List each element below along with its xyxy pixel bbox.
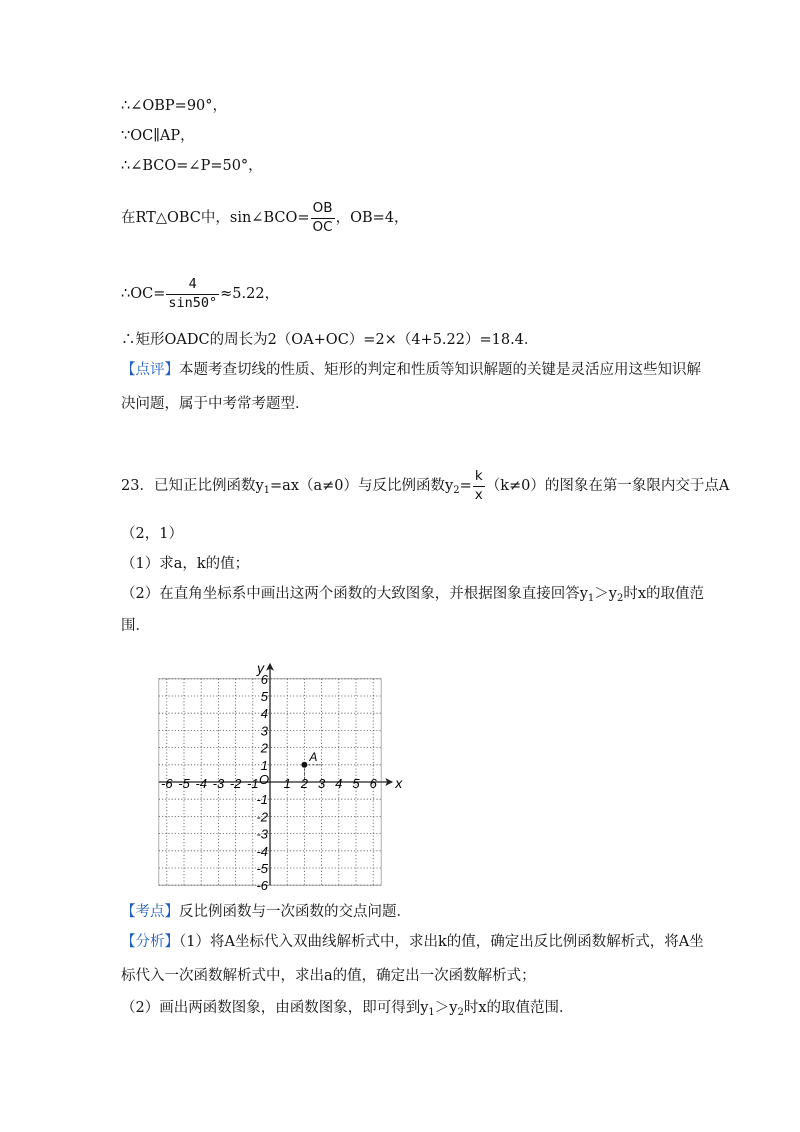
x-tick-label: -4 [195, 776, 207, 791]
x-tick-label: -2 [229, 776, 242, 791]
solution-line-2: ∵OC∥AP， [121, 128, 195, 144]
x-tick-label: -6 [161, 776, 173, 791]
coordinate-grid [118, 646, 403, 894]
fraction-denominator-x: x [474, 486, 483, 503]
fraction-numerator-k: k [473, 470, 485, 487]
comment-line-2: 决问题，属于中考常考题型． [121, 396, 310, 412]
q23-sub-2: 2 [453, 485, 460, 496]
y-tick-label: -4 [256, 843, 268, 859]
part2-text-c: 时x的取值范 [623, 586, 705, 602]
ratio-denominator: OC [312, 218, 333, 235]
fenxi-tag: 【分析】 [121, 934, 179, 950]
q23-text-4: （k≠0）的图象在第一象限内交于点A [485, 478, 730, 494]
y-tick-label: -6 [256, 878, 268, 894]
k-over-x-fraction [473, 470, 485, 502]
fenxi-line-2: 标代入一次函数解析式中，求出a的值，确定出一次函数解析式； [121, 968, 536, 984]
solution-line-3: ∴∠BCO=∠P=50°， [121, 158, 263, 174]
comment-text-1: 本题考查切线的性质、矩形的判定和性质等知识解题的关键是灵活应用这些知识解 [179, 362, 701, 378]
question-23-coords: （2，1） [121, 526, 183, 542]
y-tick-label: -1 [256, 792, 268, 808]
part2-sub-2: 2 [617, 593, 624, 604]
part2-text-a: （2）在直角坐标系中画出这两个函数的大致图象，并根据图象直接回答y [121, 586, 588, 602]
solution-line-4 [121, 202, 409, 234]
q23-sub-1: 1 [263, 485, 271, 496]
fenxi-sub-1: 1 [428, 1007, 435, 1018]
y-axis-label: y [257, 659, 264, 676]
origin-label: O [258, 772, 270, 787]
ratio-numerator: OB [311, 202, 335, 219]
x-tick-label: 1 [283, 776, 291, 791]
x-tick-label: 3 [317, 776, 326, 791]
fenxi-text-3b: ＞y [434, 1000, 458, 1016]
oc-denominator: sin50° [168, 294, 218, 311]
line5-suffix: ≈5.22， [220, 286, 280, 302]
solution-line-6: ∴矩形OADC的周长为2（OA+OC）=2×（4+5.22）=18.4． [121, 332, 539, 348]
x-axis-label: x [395, 775, 403, 791]
kaodian-text: 反比例函数与一次函数的交点问题． [179, 904, 411, 920]
line4-prefix: 在RT△OBC中，sin∠BCO= [121, 210, 310, 226]
fenxi-line-1 [121, 932, 704, 952]
y-tick-label: -3 [256, 826, 268, 842]
comment-line-1 [121, 360, 701, 380]
fenxi-text-1: （1）将A坐标代入双曲线解析式中，求出k的值，确定出反比例函数解析式，将A坐 [179, 934, 704, 950]
fenxi-line-3 [121, 998, 574, 1018]
x-tick-label: 6 [369, 776, 377, 791]
comment-tag: 【点评】 [121, 362, 179, 378]
fenxi-text-3a: （2）画出两函数图象，由函数图象，即可得到y [121, 1000, 429, 1016]
question-23-line-1 [121, 470, 729, 502]
x-tick-label: -3 [212, 776, 225, 791]
y-tick-label: 3 [260, 723, 268, 739]
line5-prefix: ∴OC= [121, 286, 166, 302]
kaodian-line [121, 902, 411, 922]
y-tick-label: 5 [260, 689, 268, 704]
fenxi-text-3c: 时x的取值范围． [463, 1000, 574, 1016]
x-tick-label: 5 [352, 776, 360, 791]
solution-line-1: ∴∠OBP=90°， [121, 98, 228, 114]
kaodian-tag: 【考点】 [121, 904, 179, 920]
x-tick-label: -1 [247, 776, 259, 791]
fenxi-sub-2: 2 [457, 1007, 464, 1018]
ratio-fraction [311, 202, 335, 234]
y-tick-label: -2 [256, 809, 268, 825]
question-23-part-2 [121, 584, 704, 604]
x-tick-label: -5 [178, 776, 190, 791]
q23-text-2: =ax（a≠0）与反比例函数y [270, 478, 454, 494]
y-tick-label: -5 [256, 861, 268, 876]
point-a-marker [301, 762, 307, 768]
q23-text-1: 23．已知正比例函数y [121, 478, 264, 494]
line4-suffix: ，OB=4， [335, 210, 409, 226]
part2-text-b: ＞y [594, 586, 617, 602]
part2-sub-1: 1 [587, 593, 595, 604]
x-tick-label: 4 [335, 776, 343, 791]
solution-line-5 [121, 278, 279, 310]
point-a-label: A [309, 749, 318, 764]
q23-text-3: = [459, 478, 472, 494]
y-tick-label: 6 [260, 671, 268, 687]
question-23-part-2-cont: 围． [121, 618, 150, 634]
y-tick-label: 4 [260, 706, 268, 722]
oc-numerator: 4 [166, 278, 219, 295]
y-tick-label: 2 [260, 740, 268, 756]
oc-fraction [166, 278, 219, 310]
x-tick-label: 2 [300, 776, 309, 791]
y-tick-label: 1 [260, 757, 268, 773]
question-23-part-1: （1）求a，k的值； [121, 556, 250, 572]
